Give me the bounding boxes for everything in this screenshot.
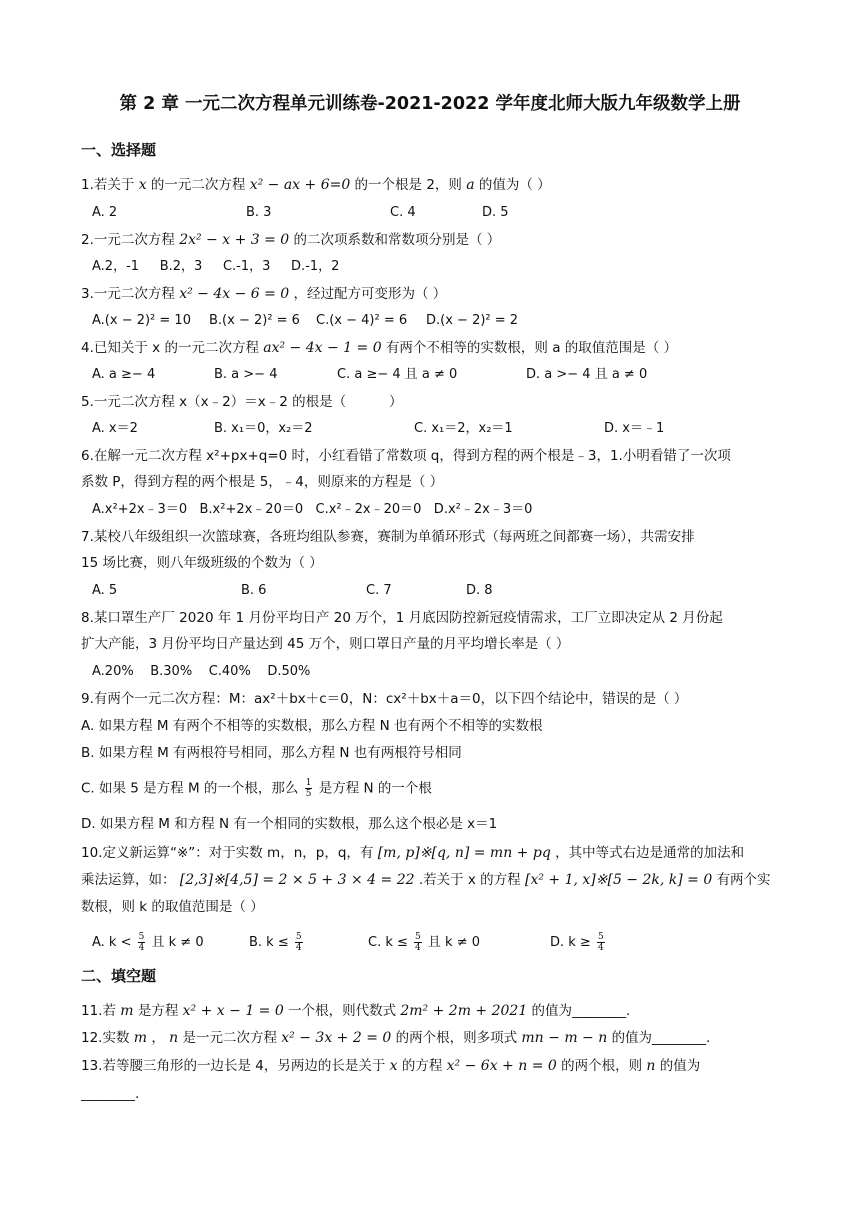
fraction-denominator: 4 (295, 943, 302, 953)
question-5: 5.一元二次方程 x（x﹣2）＝x﹣2 的根是（ ） (81, 394, 403, 410)
q1-option-a: A. 2 (92, 205, 118, 220)
fraction-numerator: 5 (415, 932, 421, 942)
question-6-line-2: 系数 P，得到方程的两个根是 5，﹣4，则原来的方程是（ ） (81, 474, 444, 490)
q12-var-n: n (169, 1030, 179, 1046)
q12-text: ， (151, 1030, 165, 1046)
section-heading-fill: 二、填空题 (81, 967, 157, 985)
fraction-denominator: 4 (415, 943, 421, 953)
q5-option-b: B. x₁＝0，x₂＝2 (214, 421, 313, 436)
q13-text: 的值为 (659, 1058, 701, 1074)
q13-var-n: n (646, 1058, 656, 1074)
q4-text: 有两个不相等的实数根，则 a 的取值范围是（ ） (385, 340, 678, 356)
q1-var-a: a (466, 177, 475, 193)
q10-option-b-text: B. k ≤ (249, 935, 289, 950)
q1-text: 1.若关于 (81, 177, 135, 193)
q10-option-a (92, 932, 204, 953)
fraction-numerator: 5 (138, 932, 145, 942)
q12-text: 的两个根，则多项式 (395, 1030, 518, 1046)
q9-option-c-text: C. 如果 5 是方程 M 的一个根，那么 (81, 780, 299, 797)
q10-option-d-text: D. k ≥ (550, 935, 591, 950)
question-3 (81, 284, 446, 304)
question-13 (81, 1056, 700, 1076)
q7-option-c: C. 7 (366, 583, 392, 598)
q7-option-a: A. 5 (92, 583, 118, 598)
q4-option-b: B. a >− 4 (214, 367, 278, 382)
q1-option-d: D. 5 (482, 205, 509, 220)
q13-text: 的方程 (401, 1058, 443, 1074)
q3-option-d: D.(x − 2)² = 2 (426, 313, 519, 328)
q13-text: 的两个根，则 (561, 1058, 643, 1074)
q13-var-x: x (389, 1058, 398, 1074)
q3-text: 3.一元二次方程 (81, 286, 175, 302)
q13-text: 13.若等腰三角形的一边长是 4，另两边的长是关于 (81, 1058, 386, 1074)
q2-equation: 2x² − x + 3 = 0 (179, 232, 290, 248)
q10-example: [2,3]※[4,5] = 2 × 5 + 3 × 4 = 22 (179, 872, 415, 888)
q5-option-a: A. x＝2 (92, 421, 138, 436)
q1-text: 的值为（ ） (478, 177, 551, 193)
q6-options: A.x²+2x﹣3＝0 B.x²+2x﹣20＝0 C.x²﹣2x﹣20＝0 D.x²﹣2x﹣3＝0 (92, 502, 533, 517)
q12-text: 是一元二次方程 (182, 1030, 277, 1046)
question-9: 9.有两个一元二次方程：M：ax²＋bx＋c＝0，N：cx²＋bx＋a＝0，以下四个结论中，错误的是（ ） (81, 691, 688, 707)
q1-equation: x² − ax + 6=0 (249, 177, 351, 193)
q2-text: 2.一元二次方程 (81, 232, 175, 248)
q11-text: 11.若 (81, 1003, 116, 1019)
q7-option-b: B. 6 (241, 583, 267, 598)
q10-option-a-text: 且 k ≠ 0 (151, 935, 204, 950)
q4-option-d: D. a >− 4 且 a ≠ 0 (526, 367, 648, 382)
q12-equation: x² − 3x + 2 = 0 (281, 1030, 392, 1046)
question-4 (81, 338, 677, 358)
q10-definition: [m, p]※[q, n] = mn + pq (377, 845, 551, 861)
q10-text: 有两个实 (716, 872, 771, 888)
question-11 (81, 1001, 630, 1021)
q11-text: 是方程 (137, 1003, 179, 1019)
q10-option-c-text: C. k ≤ (368, 935, 408, 950)
q1-var-x: x (138, 177, 147, 193)
fraction-denominator: 4 (138, 943, 145, 953)
q8-options: A.20% B.30% C.40% D.50% (92, 664, 311, 679)
q3-option-a: A.(x − 2)² = 10 (92, 313, 191, 328)
q9-option-b: B. 如果方程 M 有两根符号相同，那么方程 N 也有两根符号相同 (81, 745, 462, 761)
q2-text: 的二次项系数和常数项分别是（ ） (293, 232, 501, 248)
q13-equation: x² − 6x + n = 0 (446, 1058, 557, 1074)
fraction-five-fourths (597, 932, 605, 953)
q4-option-a: A. a ≥− 4 (92, 367, 156, 382)
section-heading-choice: 一、选择题 (81, 141, 157, 159)
q4-option-c: C. a ≥− 4 且 a ≠ 0 (337, 367, 458, 382)
q4-equation: ax² − 4x − 1 = 0 (263, 340, 382, 356)
q10-equation: [x² + 1, x]※[5 − 2k, k] = 0 (524, 872, 713, 888)
q9-option-a: A. 如果方程 M 有两个不相等的实数根，那么方程 N 也有两个不相等的实数根 (81, 718, 543, 734)
fraction-numerator: 5 (295, 932, 302, 942)
fraction-five-fourths (138, 932, 146, 953)
q10-option-c (368, 932, 480, 953)
question-10-line-2 (81, 870, 771, 890)
q1-option-c: C. 4 (390, 205, 416, 220)
fraction-numerator: 5 (597, 932, 604, 942)
q12-var-m: m (133, 1030, 148, 1046)
q9-option-c-text: 是方程 N 的一个根 (318, 780, 432, 797)
question-1 (81, 175, 551, 195)
q1-text: 的一个根是 2，则 (354, 177, 462, 193)
q12-text: 12.实数 (81, 1030, 130, 1046)
q5-option-d: D. x＝﹣1 (604, 421, 665, 436)
q3-text: ，经过配方可变形为（ ） (293, 286, 447, 302)
q11-expression: 2m² + 2m + 2021 (400, 1003, 528, 1019)
q10-text: .若关于 x 的方程 (418, 872, 521, 888)
q11-var-m: m (120, 1003, 134, 1019)
question-6-line-1: 6.在解一元二次方程 x²+px+q=0 时，小红看错了常数项 q，得到方程的两个根是﹣3，1.小明看错了一次项 (81, 448, 731, 464)
q10-text: 乘法运算，如： (81, 872, 176, 888)
q2-options: A.2，-1 B.2，3 C.-1，3 D.-1，2 (92, 259, 340, 274)
question-10-line-3: 数根，则 k 的取值范围是（ ） (81, 899, 264, 915)
q10-option-a-text: A. k < (92, 935, 132, 950)
q13-answer-blank: ________. (81, 1086, 140, 1102)
fraction-denominator: 4 (597, 943, 604, 953)
question-8-line-1: 8.某口罩生产厂 2020 年 1 月份平均日产 20 万个，1 月底因防控新冠疫情需求，工厂立即决定从 2 月份起 (81, 610, 723, 626)
q1-text: 的一元二次方程 (150, 177, 246, 193)
q10-text: ，其中等式右边是通常的加法和 (555, 845, 745, 861)
q12-answer-blank: 的值为________. (611, 1030, 711, 1046)
q10-option-d (550, 932, 607, 953)
q10-option-b (249, 932, 305, 953)
document-title: 第 2 章 一元二次方程单元训练卷-2021-2022 学年度北师大版九年级数学上册 (119, 94, 741, 114)
question-12 (81, 1028, 710, 1048)
fraction-denominator: 5 (305, 789, 312, 799)
q11-equation: x² + x − 1 = 0 (182, 1003, 284, 1019)
q4-text: 4.已知关于 x 的一元二次方程 (81, 340, 259, 356)
question-8-line-2: 扩大产能，3 月份平均日产量达到 45 万个，则口罩日产量的月平均增长率是（ ） (81, 636, 570, 652)
q9-option-d: D. 如果方程 M 和方程 N 有一个相同的实数根，那么这个根必是 x＝1 (81, 816, 498, 832)
fraction-numerator: 1 (305, 778, 312, 788)
q3-option-b: B.(x − 2)² = 6 (209, 313, 300, 328)
q1-option-b: B. 3 (246, 205, 272, 220)
q5-option-c: C. x₁＝2，x₂＝1 (414, 421, 513, 436)
q10-option-c-text: 且 k ≠ 0 (427, 935, 481, 950)
q12-expression: mn − m − n (521, 1030, 608, 1046)
question-7-line-1: 7.某校八年级组织一次篮球赛，各班均组队参赛，赛制为单循环形式（每两班之间都赛一场），共需安排 (81, 529, 695, 545)
q11-text: 一个根，则代数式 (288, 1003, 397, 1019)
fraction-five-fourths (295, 932, 303, 953)
q10-text: 10.定义新运算“※”：对于实数 m，n，p，q，有 (81, 845, 374, 861)
q3-equation: x² − 4x − 6 = 0 (179, 286, 290, 302)
q7-option-d: D. 8 (466, 583, 493, 598)
question-2 (81, 230, 500, 250)
question-7-line-2: 15 场比赛，则八年级班级的个数为（ ） (81, 555, 323, 571)
fraction-five-fourths (414, 932, 422, 953)
q3-option-c: C.(x − 4)² = 6 (316, 313, 408, 328)
q9-option-c (81, 778, 432, 799)
question-10-line-1 (81, 843, 744, 863)
q11-answer-blank: 的值为________. (531, 1003, 631, 1019)
fraction-one-fifth (305, 778, 313, 799)
